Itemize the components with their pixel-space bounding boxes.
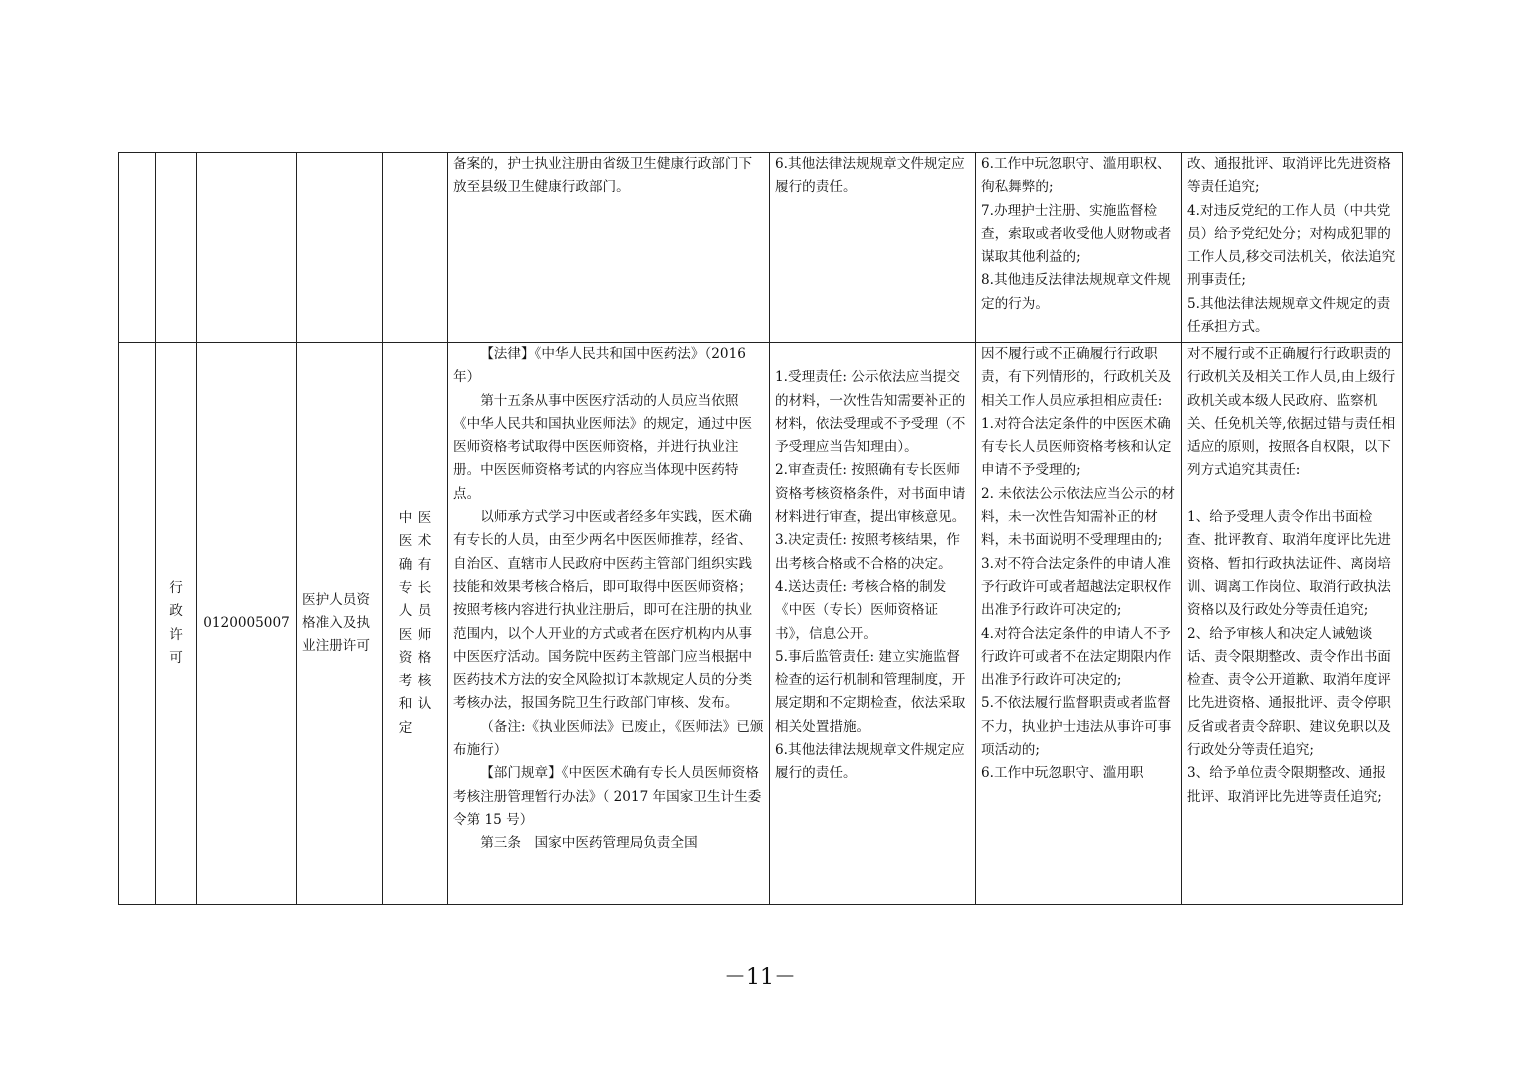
blame-line: 4.对符合法定条件的申请人不予行政许可或者不在法定期限内作出准予行政许可决定的;: [981, 625, 1172, 689]
subitem-name: [388, 507, 442, 740]
basis-paragraph: 第十五条从事中医医疗活动的人员应当依照《中华人民共和国执业医师法》的规定，通过中医医师资格考试取得中医医师资格，并进行执业注册。中医医师资格考试的内容应当体现中医药特点。: [453, 392, 753, 502]
cell-duty: [770, 343, 976, 905]
page-number: －11－: [724, 965, 796, 990]
cell-category: [156, 153, 197, 343]
subitem-char: 术: [417, 533, 432, 550]
subitem-char: 医: [417, 510, 432, 527]
cell-index: [119, 343, 156, 905]
basis-paragraph: 以师承方式学习中医或者经多年实践，医术确有专长的人员，由至少两名中医医师推荐，经省、自治区、直辖市人民政府中医药主管部门组织实践技能和效果考核合格后，即可取得中医医师资格；按照考核内容进行执业注册后，即可在注册的执业范围内，以个人开业的方式或者在医疗机构内从事中医医疗活动。国务院中医药主管部门应当根据中医药技术方法的安全风险拟订本款规定人员的分类考核办法，报国务院卫生行政部门审核、发布。: [453, 509, 753, 712]
cell-penalty: [1182, 153, 1403, 343]
duty-line: 3.决定责任: 按照考核结果，作出考核合格或不合格的决定。: [775, 532, 960, 572]
cell-penalty: [1182, 343, 1403, 905]
basis-paragraph: 【法律】《中华人民共和国中医药法》（2016 年）: [453, 346, 746, 386]
basis-paragraph: （备注:《执业医师法》已废止，《医师法》已颁布施行）: [453, 718, 764, 759]
cell-index: [119, 153, 156, 343]
subitem-char: 专: [398, 579, 413, 596]
subitem-char: 师: [417, 626, 432, 643]
penalty-line: 3、给予单位责令限期整改、通报批评、取消评比先进等责任追究;: [1187, 765, 1386, 805]
cell-subitem: [383, 343, 448, 905]
category-char: 可: [169, 649, 183, 666]
duty-line: 6.其他法律法规规章文件规定应履行的责任。: [775, 742, 965, 782]
cell-code: [197, 343, 297, 905]
duty-line: 6.其他法律法规规章文件规定应履行的责任。: [775, 156, 965, 196]
subitem-char: 和: [398, 696, 413, 713]
blame-line: 8.其他违反法律法规规章文件规定的行为。: [981, 272, 1171, 312]
duty-line: 4.送达责任: 考核合格的制发《中医（专长）医师资格证书》，信息公开。: [775, 578, 947, 642]
subitem-char: 中: [398, 510, 413, 527]
subitem-char: 确: [398, 556, 413, 573]
blame-line: 因不履行或不正确履行行政职责，有下列情形的，行政机关及相关工作人员应承担相应责任:: [981, 346, 1172, 409]
basis-text: 备案的，护士执业注册由省级卫生健康行政部门下放至县级卫生健康行政部门。: [453, 156, 753, 196]
category-char: 行: [169, 579, 183, 596]
cell-category: [156, 343, 197, 905]
duty-line: 5.事后监管责任: 建立实施监督检查的运行机制和管理制度，开展定期和不定期检查，依法采取相关处置措施。: [775, 648, 966, 735]
item-name: 医护人员资格准入及执业注册许可: [302, 591, 370, 655]
cell-duty: [770, 153, 976, 343]
cell-blame: [976, 343, 1182, 905]
subitem-char: 人: [398, 603, 413, 620]
subitem-char: 医: [398, 533, 413, 550]
blame-line: 7.办理护士注册、实施监督检查，索取或者收受他人财物或者谋取其他利益的;: [981, 202, 1172, 266]
cell-code: [197, 153, 297, 343]
penalty-line: 5.其他法律法规规章文件规定的责任承担方式。: [1187, 295, 1391, 336]
blame-line: 5.不依法履行监督职责或者监督不力，执业护士违法从事许可事项活动的;: [981, 695, 1172, 759]
subitem-char: 资: [398, 649, 413, 666]
cell-basis: [448, 153, 770, 343]
penalty-line: 1、给予受理人责令作出书面检查、批评教育、取消年度评比先进资格、暂扣行政执法证件、离岗培训、调离工作岗位、取消行政执法资格以及行政处分等责任追究;: [1187, 509, 1391, 619]
basis-paragraph: 第三条 国家中医药管理局负责全国: [480, 835, 698, 852]
category-char: 政: [169, 603, 183, 620]
subitem-char: 考: [398, 673, 413, 690]
duty-line: 1.受理责任: 公示依法应当提交的材料，一次性告知需要补正的材料，依法受理或不予受理（不予受理应当告知理由）。: [775, 369, 966, 456]
subitem-char: 长: [417, 579, 432, 596]
penalty-line: 2、给予审核人和决定人诫勉谈话、责令限期整改、责令作出书面检查、责令公开道歉、取消年度评比先进资格、通报批评、责令停职反省或者责令辞职、建议免职以及行政处分等责任追究;: [1187, 625, 1391, 759]
subitem-char: 有: [417, 556, 432, 573]
duty-line: 2.审查责任: 按照确有专长医师资格考核资格条件，对书面申请材料进行审查，提出审核意见。: [775, 462, 966, 526]
subitem-char: 认: [417, 696, 432, 713]
penalty-intro: 对不履行或不正确履行行政职责的行政机关及相关工作人员,由上级行政机关或本级人民政府、监察机关、任免机关等,依据过错与责任相适应的原则，按照各自权限，以下列方式追究其责任:: [1187, 346, 1396, 479]
subitem-char: 格: [417, 649, 432, 666]
table-row: [119, 153, 1403, 343]
subitem-char: 核: [417, 673, 432, 690]
blame-line: 6.工作中玩忽职守、滥用职: [981, 765, 1144, 782]
cell-basis: [448, 343, 770, 905]
cell-item: [297, 153, 383, 343]
penalty-line: 改、通报批评、取消评比先进资格等责任追究;: [1187, 156, 1391, 196]
subitem-char: 员: [417, 603, 432, 620]
subitem-char: 医: [398, 626, 413, 643]
blame-line: 2. 未依法公示依法应当公示的材料，未一次性告知需补正的材料，未书面说明不受理理由的;: [981, 485, 1176, 549]
cell-item: [297, 343, 383, 905]
blame-line: 1.对符合法定条件的中医医术确有专长人员医师资格考核和认定申请不予受理的;: [981, 415, 1172, 479]
cell-blame: [976, 153, 1182, 343]
blame-line: 6.工作中玩忽职守、滥用职权、徇私舞弊的;: [981, 156, 1171, 196]
cell-subitem: [383, 153, 448, 343]
subitem-char: 定: [398, 719, 413, 736]
table-row: [119, 343, 1403, 905]
basis-paragraph: 【部门规章】《中医医术确有专长人员医师资格考核注册管理暂行办法》（ 2017 年国家卫生计生委令第 15 号）: [453, 765, 762, 828]
item-code: 0120005007: [203, 614, 290, 631]
blame-line: 3.对不符合法定条件的申请人准予行政许可或者超越法定职权作出准予行政许可决定的;: [981, 555, 1172, 619]
penalty-line: 4.对违反党纪的工作人员（中共党员）给予党纪处分；对构成犯罪的工作人员,移交司法机关，依法追究刑事责任;: [1187, 202, 1396, 289]
category-char: 许: [169, 626, 183, 643]
responsibility-table: [118, 152, 1403, 905]
